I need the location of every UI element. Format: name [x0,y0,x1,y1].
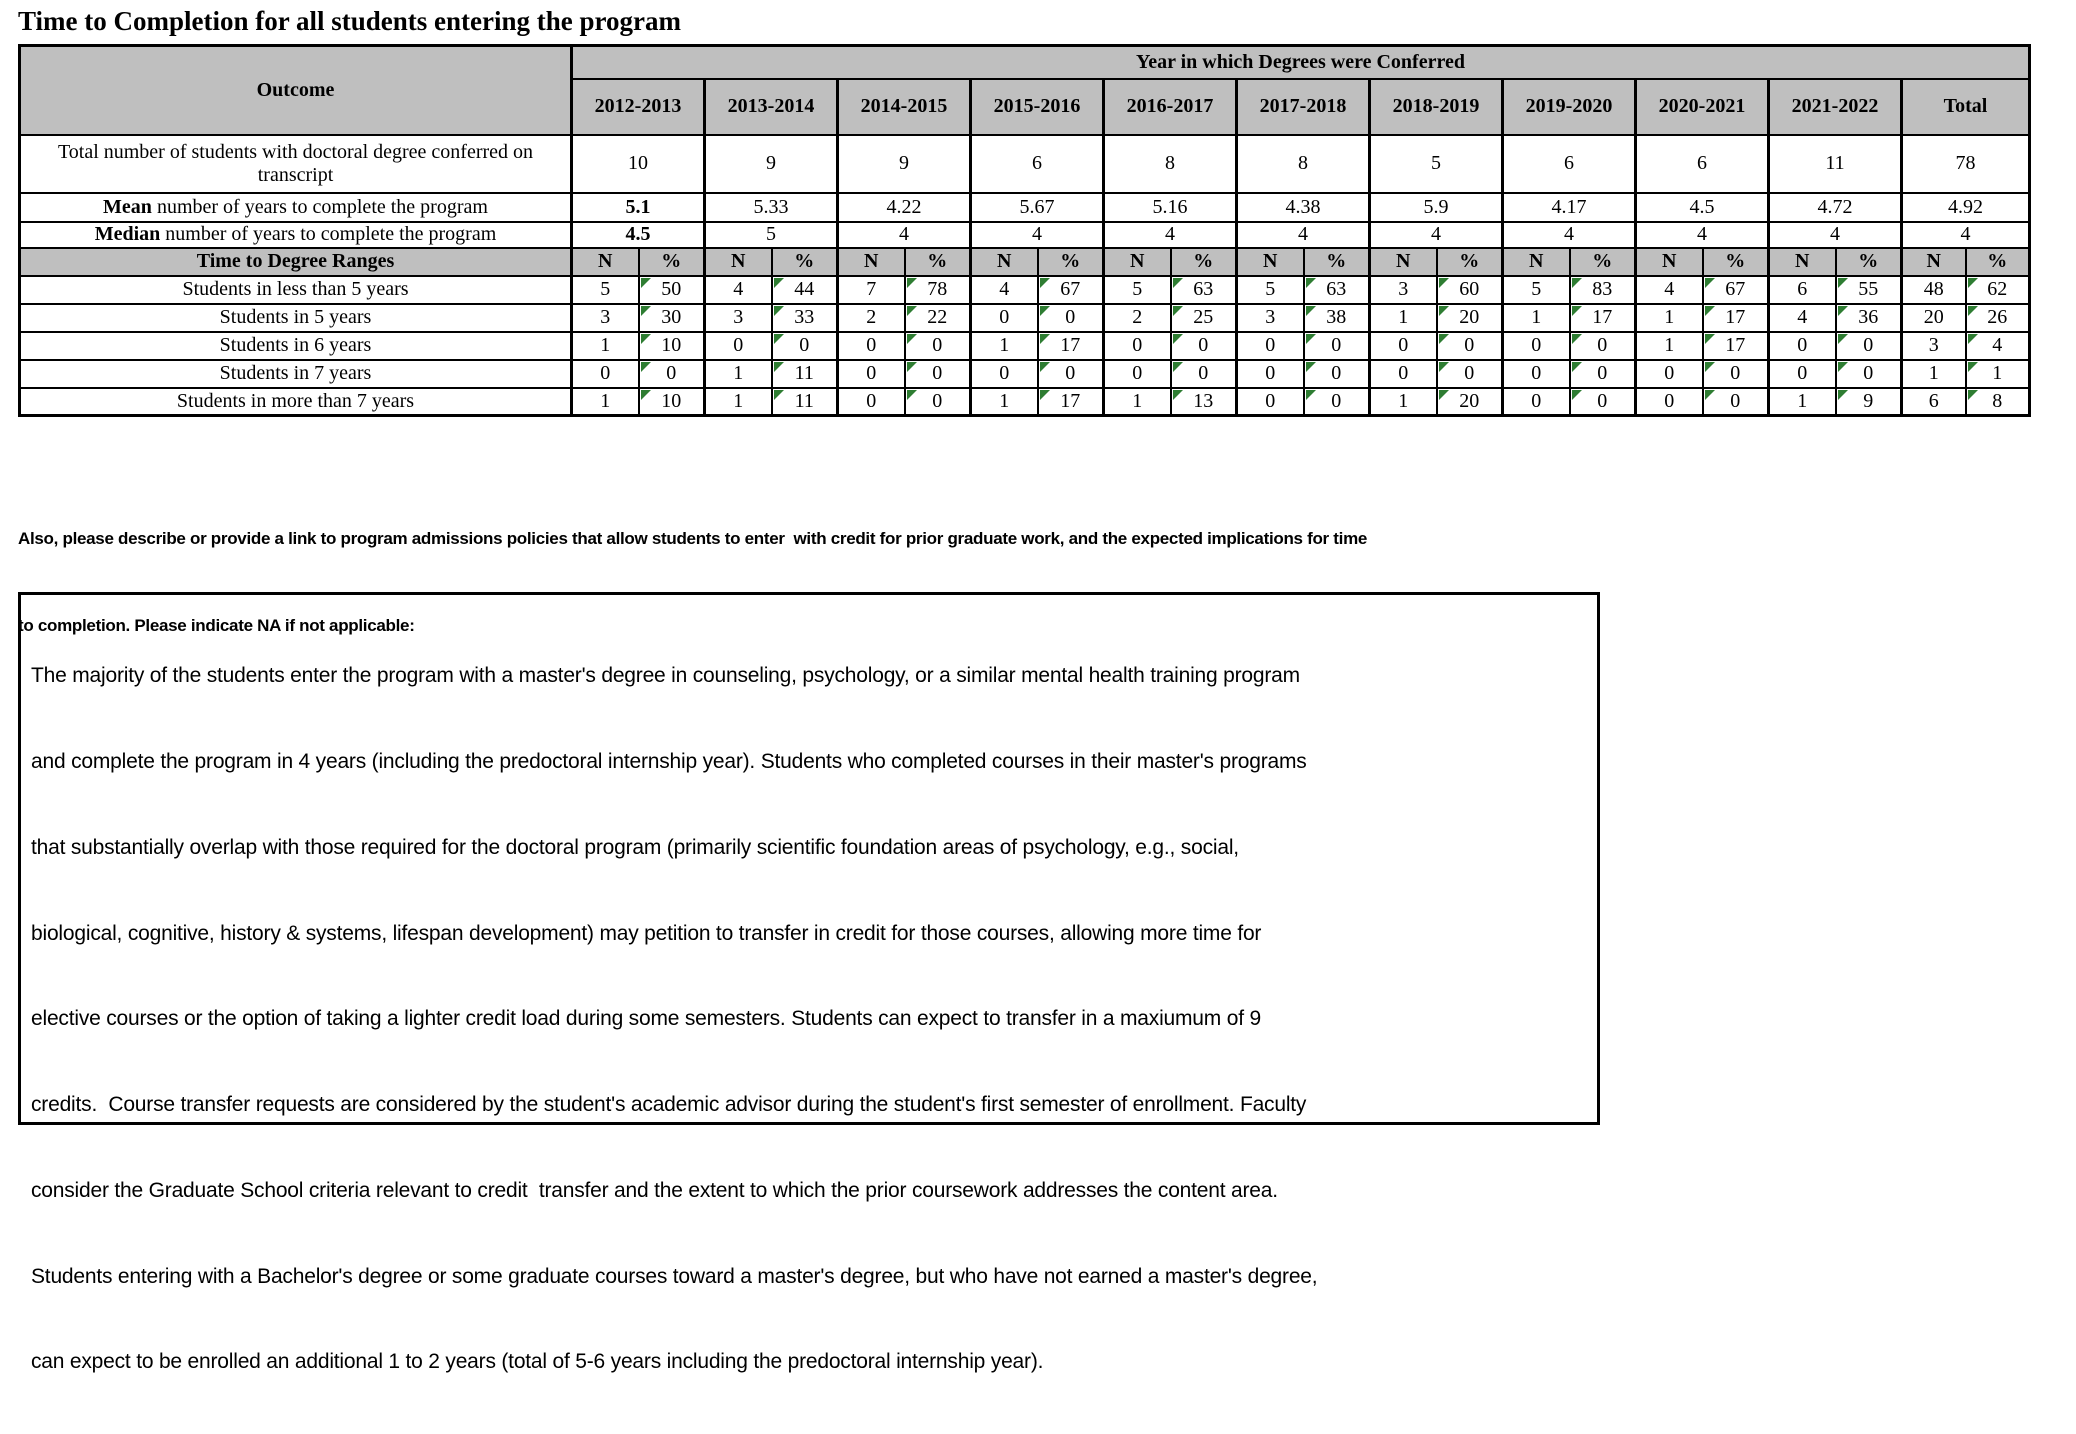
n-header: N [1503,248,1570,276]
formula-error-icon [1306,390,1316,400]
data-cell-median-years[interactable]: 4 [1902,222,2030,248]
pct-cell-7-years[interactable]: 0 [905,360,971,388]
formula-error-icon [774,306,784,316]
textbox-line: elective courses or the option of taking a lighter credit load during some semesters. Students can expect to transfer in a maxiumum of 9 [31,1007,1261,1031]
pct-cell-5-years[interactable]: 25 [1171,304,1237,332]
n-cell-5-years[interactable]: 3 [572,304,639,332]
n-cell-more-than-7-years[interactable]: 6 [1902,388,1966,416]
year-header: 2021-2022 [1769,79,1902,135]
data-cell-total-students[interactable]: 11 [1769,135,1902,193]
data-cell-mean-years[interactable]: 4.22 [838,193,971,222]
pct-cell-5-years[interactable]: 20 [1437,304,1503,332]
pct-cell-less-than-5-years[interactable]: 50 [639,276,705,304]
formula-error-icon [1705,306,1715,316]
pct-cell-more-than-7-years[interactable]: 10 [639,388,705,416]
textbox-line: Students entering with a Bachelor's degree or some graduate courses toward a master's degree, but who have not earned a master's degree, [31,1264,1318,1288]
pct-header: % [1703,248,1769,276]
data-cell-mean-years[interactable]: 5.67 [971,193,1104,222]
pct-cell-6-years[interactable]: 10 [639,332,705,360]
n-cell-6-years[interactable]: 1 [572,332,639,360]
pct-cell-less-than-5-years[interactable]: 44 [772,276,838,304]
n-cell-7-years[interactable]: 0 [1636,360,1703,388]
formula-error-icon [1173,278,1183,288]
n-cell-5-years[interactable]: 20 [1902,304,1966,332]
n-cell-6-years[interactable]: 0 [1503,332,1570,360]
outcomes-table [18,44,2031,417]
n-cell-7-years[interactable]: 1 [705,360,772,388]
n-cell-less-than-5-years[interactable]: 4 [971,276,1038,304]
pct-cell-more-than-7-years[interactable]: 20 [1437,388,1503,416]
formula-error-icon [774,390,784,400]
pct-cell-less-than-5-years[interactable]: 62 [1966,276,2030,304]
pct-cell-6-years[interactable]: 17 [1038,332,1104,360]
n-cell-more-than-7-years[interactable]: 1 [1370,388,1437,416]
row-label-7-years: Students in 7 years [20,360,572,388]
n-cell-5-years[interactable]: 4 [1769,304,1836,332]
n-cell-6-years[interactable]: 1 [971,332,1038,360]
pct-cell-more-than-7-years[interactable]: 0 [1703,388,1769,416]
formula-error-icon [1439,334,1449,344]
data-cell-total-students[interactable]: 8 [1104,135,1237,193]
pct-cell-6-years[interactable]: 4 [1966,332,2030,360]
n-header: N [971,248,1038,276]
data-cell-mean-years[interactable]: 5.9 [1370,193,1503,222]
formula-error-icon [774,278,784,288]
n-header: N [1636,248,1703,276]
year-header: 2013-2014 [705,79,838,135]
n-cell-6-years[interactable]: 0 [1104,332,1171,360]
formula-error-icon [907,334,917,344]
data-cell-total-students[interactable]: 6 [1503,135,1636,193]
data-cell-mean-years[interactable]: 4.38 [1237,193,1370,222]
row-label-total-students: Total number of students with doctoral degree conferred on transcript [20,135,572,193]
n-cell-7-years[interactable]: 0 [838,360,905,388]
pct-cell-7-years[interactable]: 1 [1966,360,2030,388]
year-header: 2012-2013 [572,79,705,135]
data-cell-total-students[interactable]: 9 [705,135,838,193]
n-cell-less-than-5-years[interactable]: 5 [572,276,639,304]
formula-error-icon [1306,334,1316,344]
n-cell-less-than-5-years[interactable]: 48 [1902,276,1966,304]
formula-error-icon [1705,278,1715,288]
n-cell-7-years[interactable]: 0 [1370,360,1437,388]
data-cell-mean-years[interactable]: 5.33 [705,193,838,222]
pct-cell-6-years[interactable]: 0 [1836,332,1902,360]
row-label-less-than-5-years: Students in less than 5 years [20,276,572,304]
pct-header: % [1966,248,2030,276]
formula-error-icon [1838,306,1848,316]
n-cell-less-than-5-years[interactable]: 5 [1237,276,1304,304]
pct-cell-6-years[interactable]: 17 [1703,332,1769,360]
pct-cell-less-than-5-years[interactable]: 67 [1703,276,1769,304]
year-header: 2019-2020 [1503,79,1636,135]
formula-error-icon [1173,334,1183,344]
pct-header: % [1038,248,1104,276]
formula-error-icon [1572,390,1582,400]
n-cell-less-than-5-years[interactable]: 7 [838,276,905,304]
pct-cell-less-than-5-years[interactable]: 83 [1570,276,1636,304]
n-header: N [705,248,772,276]
page-title: Time to Completion for all students entering the program [18,6,681,36]
year-header: 2018-2019 [1370,79,1503,135]
row-label-more-than-7-years: Students in more than 7 years [20,388,572,416]
data-cell-median-years[interactable]: 4 [971,222,1104,248]
pct-header: % [639,248,705,276]
formula-error-icon [774,362,784,372]
n-cell-5-years[interactable]: 1 [1503,304,1570,332]
pct-cell-6-years[interactable]: 0 [1437,332,1503,360]
year-header: 2016-2017 [1104,79,1237,135]
n-cell-5-years[interactable]: 1 [1370,304,1437,332]
pct-header: % [905,248,971,276]
formula-error-icon [1173,390,1183,400]
pct-cell-more-than-7-years[interactable]: 13 [1171,388,1237,416]
data-cell-total-students[interactable]: 9 [838,135,971,193]
formula-error-icon [1968,362,1978,372]
formula-error-icon [1306,278,1316,288]
pct-cell-more-than-7-years[interactable]: 8 [1966,388,2030,416]
formula-error-icon [641,362,651,372]
formula-error-icon [1705,362,1715,372]
formula-error-icon [1705,334,1715,344]
ranges-header: Time to Degree Ranges [20,248,572,276]
n-cell-7-years[interactable]: 0 [1237,360,1304,388]
n-cell-more-than-7-years[interactable]: 1 [971,388,1038,416]
n-cell-5-years[interactable]: 2 [838,304,905,332]
data-cell-mean-years[interactable]: 4.92 [1902,193,2030,222]
outcome-header: Outcome [20,46,572,135]
data-cell-mean-years[interactable]: 4.72 [1769,193,1902,222]
admissions-policy-textbox[interactable] [18,592,1600,1374]
n-cell-more-than-7-years[interactable]: 0 [838,388,905,416]
data-cell-total-students[interactable]: 6 [1636,135,1769,193]
n-cell-less-than-5-years[interactable]: 5 [1104,276,1171,304]
data-cell-median-years[interactable]: 4 [1104,222,1237,248]
row-label-bold: Mean [103,195,152,218]
n-cell-more-than-7-years[interactable]: 1 [705,388,772,416]
formula-error-icon [1838,334,1848,344]
formula-error-icon [1572,362,1582,372]
data-cell-median-years[interactable]: 4 [838,222,971,248]
textbox-line: and complete the program in 4 years (including the predoctoral internship year). Students who completed courses in their master's programs [31,749,1307,773]
formula-error-icon [1306,306,1316,316]
formula-error-icon [1439,362,1449,372]
prompt-line-1: Also, please describe or provide a link to program admissions policies that allow students to enter with credit for prior graduate work, and the expected implications for time [18,529,1368,548]
formula-error-icon [1705,390,1715,400]
n-cell-6-years[interactable]: 0 [1237,332,1304,360]
n-cell-6-years[interactable]: 3 [1902,332,1966,360]
pct-header: % [772,248,838,276]
n-cell-more-than-7-years[interactable]: 1 [1769,388,1836,416]
formula-error-icon [907,278,917,288]
formula-error-icon [907,390,917,400]
n-header: N [1370,248,1437,276]
textbox-line: that substantially overlap with those required for the doctoral program (primarily scientific foundation areas of psychology, e.g., social, [31,835,1239,859]
data-cell-total-students[interactable]: 5 [1370,135,1503,193]
pct-cell-7-years[interactable]: 0 [1171,360,1237,388]
formula-error-icon [1040,334,1050,344]
formula-error-icon [1040,362,1050,372]
pct-header: % [1437,248,1503,276]
pct-cell-less-than-5-years[interactable]: 67 [1038,276,1104,304]
n-cell-less-than-5-years[interactable]: 6 [1769,276,1836,304]
formula-error-icon [1968,278,1978,288]
pct-cell-5-years[interactable]: 33 [772,304,838,332]
n-cell-more-than-7-years[interactable]: 1 [1104,388,1171,416]
formula-error-icon [1838,362,1848,372]
pct-cell-more-than-7-years[interactable]: 0 [1304,388,1370,416]
prompt-line-2: to completion. Please indicate NA if not applicable: [18,616,415,635]
pct-cell-7-years[interactable]: 0 [1437,360,1503,388]
data-cell-mean-years[interactable]: 4.17 [1503,193,1636,222]
formula-error-icon [641,390,651,400]
pct-cell-5-years[interactable]: 38 [1304,304,1370,332]
pct-cell-5-years[interactable]: 36 [1836,304,1902,332]
n-cell-7-years[interactable]: 0 [1769,360,1836,388]
formula-error-icon [1306,362,1316,372]
pct-cell-5-years[interactable]: 0 [1038,304,1104,332]
pct-cell-7-years[interactable]: 0 [1570,360,1636,388]
data-cell-median-years[interactable]: 4 [1370,222,1503,248]
formula-error-icon [641,306,651,316]
n-cell-7-years[interactable]: 0 [1104,360,1171,388]
n-cell-6-years[interactable]: 1 [1636,332,1703,360]
pct-cell-more-than-7-years[interactable]: 9 [1836,388,1902,416]
data-cell-total-students[interactable]: 78 [1902,135,2030,193]
pct-cell-7-years[interactable]: 11 [772,360,838,388]
pct-cell-less-than-5-years[interactable]: 60 [1437,276,1503,304]
formula-error-icon [1439,278,1449,288]
data-cell-total-students[interactable]: 6 [971,135,1104,193]
formula-error-icon [907,306,917,316]
formula-error-icon [1572,306,1582,316]
n-cell-more-than-7-years[interactable]: 1 [572,388,639,416]
textbox-line: can expect to be enrolled an additional 1 to 2 years (total of 5-6 years including the predoctoral internship year). [31,1350,1044,1374]
formula-error-icon [907,362,917,372]
n-cell-less-than-5-years[interactable]: 4 [705,276,772,304]
year-header: 2020-2021 [1636,79,1769,135]
total-header: Total [1902,79,2030,135]
data-cell-total-students[interactable]: 8 [1237,135,1370,193]
n-cell-7-years[interactable]: 0 [1503,360,1570,388]
pct-cell-7-years[interactable]: 0 [1703,360,1769,388]
pct-cell-5-years[interactable]: 17 [1703,304,1769,332]
pct-cell-5-years[interactable]: 22 [905,304,971,332]
textbox-line: The majority of the students enter the program with a master's degree in counseling, psychology, or a similar mental health training program [31,664,1300,688]
n-cell-6-years[interactable]: 0 [705,332,772,360]
pct-header: % [1304,248,1370,276]
pct-cell-less-than-5-years[interactable]: 78 [905,276,971,304]
pct-cell-5-years[interactable]: 17 [1570,304,1636,332]
formula-error-icon [1968,334,1978,344]
row-label-median-years: Median number of years to complete the program [20,222,572,248]
n-header: N [1104,248,1171,276]
formula-error-icon [1968,390,1978,400]
n-cell-more-than-7-years[interactable]: 0 [1503,388,1570,416]
pct-cell-6-years[interactable]: 0 [905,332,971,360]
row-label-6-years: Students in 6 years [20,332,572,360]
n-cell-7-years[interactable]: 0 [572,360,639,388]
pct-cell-more-than-7-years[interactable]: 17 [1038,388,1104,416]
n-header: N [1769,248,1836,276]
textbox-line: consider the Graduate School criteria relevant to credit transfer and the extent to which the prior coursework addresses the content area. [31,1178,1278,1202]
pct-cell-less-than-5-years[interactable]: 63 [1304,276,1370,304]
formula-error-icon [1040,306,1050,316]
data-cell-median-years[interactable]: 4 [1769,222,1902,248]
year-header: 2017-2018 [1237,79,1370,135]
n-cell-5-years[interactable]: 0 [971,304,1038,332]
n-cell-6-years[interactable]: 0 [1769,332,1836,360]
n-cell-more-than-7-years[interactable]: 0 [1636,388,1703,416]
formula-error-icon [1439,390,1449,400]
n-cell-7-years[interactable]: 0 [971,360,1038,388]
formula-error-icon [1838,390,1848,400]
formula-error-icon [1838,278,1848,288]
n-cell-less-than-5-years[interactable]: 4 [1636,276,1703,304]
n-header: N [1237,248,1304,276]
formula-error-icon [641,278,651,288]
pct-cell-more-than-7-years[interactable]: 0 [905,388,971,416]
year-header: 2015-2016 [971,79,1104,135]
pct-cell-5-years[interactable]: 30 [639,304,705,332]
pct-cell-6-years[interactable]: 0 [772,332,838,360]
row-label-5-years: Students in 5 years [20,304,572,332]
pct-cell-6-years[interactable]: 0 [1570,332,1636,360]
formula-error-icon [1040,278,1050,288]
table-banner: Year in which Degrees were Conferred [572,46,2030,79]
pct-header: % [1171,248,1237,276]
n-cell-6-years[interactable]: 0 [1370,332,1437,360]
pct-cell-7-years[interactable]: 0 [639,360,705,388]
n-cell-7-years[interactable]: 1 [1902,360,1966,388]
formula-error-icon [1173,306,1183,316]
n-cell-6-years[interactable]: 0 [838,332,905,360]
formula-error-icon [1040,390,1050,400]
pct-cell-5-years[interactable]: 26 [1966,304,2030,332]
pct-header: % [1570,248,1636,276]
formula-error-icon [1572,278,1582,288]
textbox-line: biological, cognitive, history & systems, lifespan development) may petition to transfer in credit for those courses, allowing more time for [31,921,1262,945]
n-cell-5-years[interactable]: 2 [1104,304,1171,332]
year-header: 2014-2015 [838,79,971,135]
formula-error-icon [774,334,784,344]
n-cell-less-than-5-years[interactable]: 5 [1503,276,1570,304]
formula-error-icon [1439,306,1449,316]
n-cell-more-than-7-years[interactable]: 0 [1237,388,1304,416]
n-cell-5-years[interactable]: 3 [705,304,772,332]
row-label-bold: Median [94,223,161,245]
row-label-mean-years: Mean number of years to complete the program [20,193,572,222]
pct-cell-7-years[interactable]: 0 [1836,360,1902,388]
data-cell-mean-years[interactable]: 5.16 [1104,193,1237,222]
data-cell-median-years[interactable]: 4 [1503,222,1636,248]
n-header: N [572,248,639,276]
data-cell-mean-years[interactable]: 5.1 [572,193,705,222]
pct-cell-6-years[interactable]: 0 [1304,332,1370,360]
data-cell-total-students[interactable]: 10 [572,135,705,193]
pct-cell-more-than-7-years[interactable]: 0 [1570,388,1636,416]
textbox-line: credits. Course transfer requests are considered by the student's academic advisor during the student's first semester of enrollment. Faculty [31,1093,1307,1117]
formula-error-icon [1968,306,1978,316]
n-cell-less-than-5-years[interactable]: 3 [1370,276,1437,304]
n-header: N [1902,248,1966,276]
data-cell-median-years[interactable]: 4 [1636,222,1769,248]
pct-cell-7-years[interactable]: 0 [1038,360,1104,388]
table-body [20,46,2030,416]
formula-error-icon [1173,362,1183,372]
data-cell-median-years[interactable]: 5 [705,222,838,248]
data-cell-mean-years[interactable]: 4.5 [1636,193,1769,222]
formula-error-icon [641,334,651,344]
pct-cell-6-years[interactable]: 0 [1171,332,1237,360]
formula-error-icon [1572,334,1582,344]
n-cell-5-years[interactable]: 3 [1237,304,1304,332]
pct-cell-7-years[interactable]: 0 [1304,360,1370,388]
pct-cell-more-than-7-years[interactable]: 11 [772,388,838,416]
data-cell-median-years[interactable]: 4 [1237,222,1370,248]
pct-cell-less-than-5-years[interactable]: 55 [1836,276,1902,304]
n-cell-5-years[interactable]: 1 [1636,304,1703,332]
pct-header: % [1836,248,1902,276]
data-cell-median-years[interactable]: 4.5 [572,222,705,248]
n-header: N [838,248,905,276]
pct-cell-less-than-5-years[interactable]: 63 [1171,276,1237,304]
